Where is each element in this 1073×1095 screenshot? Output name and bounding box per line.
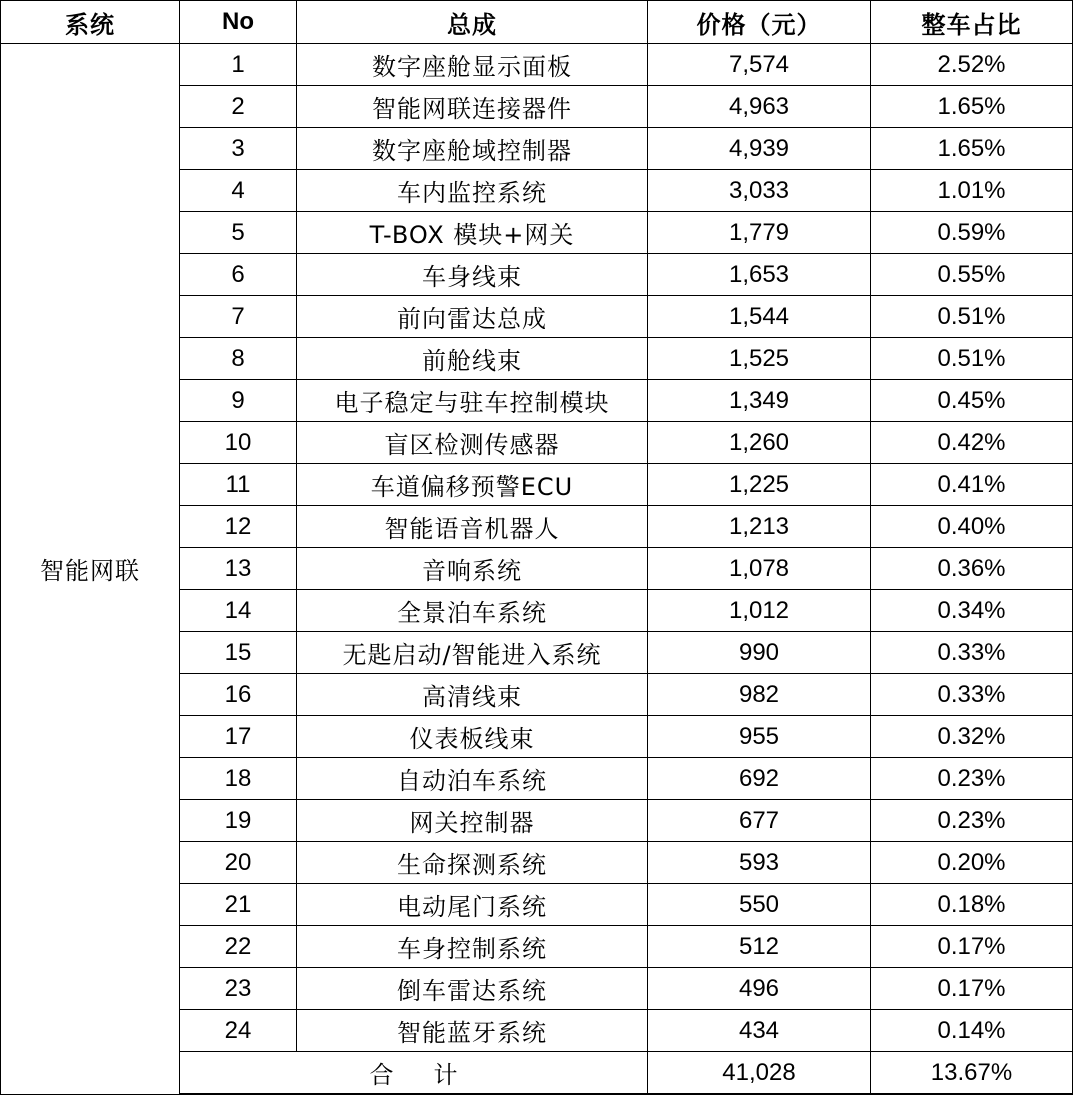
row-number: 14 xyxy=(180,590,297,632)
price-value: 1,779 xyxy=(648,212,871,254)
price-value: 1,653 xyxy=(648,254,871,296)
assembly-name: 音响系统 xyxy=(297,548,648,590)
assembly-name: 网关控制器 xyxy=(297,800,648,842)
row-number: 1 xyxy=(180,44,297,86)
assembly-name: 仪表板线束 xyxy=(297,716,648,758)
price-value: 1,544 xyxy=(648,296,871,338)
ratio-value: 0.23% xyxy=(871,758,1073,800)
ratio-value: 0.55% xyxy=(871,254,1073,296)
price-value: 512 xyxy=(648,926,871,968)
row-number: 2 xyxy=(180,86,297,128)
row-number: 24 xyxy=(180,1010,297,1052)
row-number: 12 xyxy=(180,506,297,548)
ratio-value: 0.17% xyxy=(871,926,1073,968)
header-no: No xyxy=(180,1,297,44)
price-value: 3,033 xyxy=(648,170,871,212)
assembly-name: 盲区检测传感器 xyxy=(297,422,648,464)
row-number: 7 xyxy=(180,296,297,338)
price-value: 4,939 xyxy=(648,128,871,170)
row-number: 22 xyxy=(180,926,297,968)
row-number: 9 xyxy=(180,380,297,422)
row-number: 19 xyxy=(180,800,297,842)
assembly-name: 高清线束 xyxy=(297,674,648,716)
ratio-value: 0.36% xyxy=(871,548,1073,590)
row-number: 16 xyxy=(180,674,297,716)
price-value: 1,349 xyxy=(648,380,871,422)
total-price: 41,028 xyxy=(648,1052,871,1095)
assembly-name: T-BOX 模块+网关 xyxy=(297,212,648,254)
ratio-value: 0.23% xyxy=(871,800,1073,842)
assembly-name: 车身控制系统 xyxy=(297,926,648,968)
row-number: 13 xyxy=(180,548,297,590)
ratio-value: 0.18% xyxy=(871,884,1073,926)
price-value: 955 xyxy=(648,716,871,758)
row-number: 17 xyxy=(180,716,297,758)
assembly-name: 前向雷达总成 xyxy=(297,296,648,338)
ratio-value: 0.59% xyxy=(871,212,1073,254)
header-system: 系统 xyxy=(1,1,180,44)
assembly-name: 智能网联连接器件 xyxy=(297,86,648,128)
price-value: 692 xyxy=(648,758,871,800)
assembly-name: 生命探测系统 xyxy=(297,842,648,884)
price-value: 990 xyxy=(648,632,871,674)
price-value: 434 xyxy=(648,1010,871,1052)
total-label-right: 计 xyxy=(433,1061,458,1089)
ratio-value: 0.41% xyxy=(871,464,1073,506)
assembly-name: 智能语音机器人 xyxy=(297,506,648,548)
table-body xyxy=(1,44,1073,1095)
row-number: 10 xyxy=(180,422,297,464)
ratio-value: 0.40% xyxy=(871,506,1073,548)
price-value: 1,225 xyxy=(648,464,871,506)
assembly-name: 智能蓝牙系统 xyxy=(297,1010,648,1052)
price-value: 1,078 xyxy=(648,548,871,590)
ratio-value: 2.52% xyxy=(871,44,1073,86)
assembly-name: 无匙启动/智能进入系统 xyxy=(297,632,648,674)
assembly-name: 数字座舱显示面板 xyxy=(297,44,648,86)
ratio-value: 0.33% xyxy=(871,674,1073,716)
assembly-name: 数字座舱域控制器 xyxy=(297,128,648,170)
assembly-name: 倒车雷达系统 xyxy=(297,968,648,1010)
assembly-name: 车身线束 xyxy=(297,254,648,296)
price-value: 550 xyxy=(648,884,871,926)
price-value: 982 xyxy=(648,674,871,716)
row-number: 15 xyxy=(180,632,297,674)
row-number: 11 xyxy=(180,464,297,506)
row-number: 6 xyxy=(180,254,297,296)
assembly-name: 车道偏移预警ECU xyxy=(297,464,648,506)
total-ratio: 13.67% xyxy=(871,1052,1073,1095)
total-label xyxy=(180,1052,648,1095)
ratio-value: 0.32% xyxy=(871,716,1073,758)
assembly-name: 全景泊车系统 xyxy=(297,590,648,632)
price-value: 4,963 xyxy=(648,86,871,128)
assembly-name: 电动尾门系统 xyxy=(297,884,648,926)
assembly-name: 车内监控系统 xyxy=(297,170,648,212)
ratio-value: 1.01% xyxy=(871,170,1073,212)
price-value: 1,213 xyxy=(648,506,871,548)
ratio-value: 0.51% xyxy=(871,338,1073,380)
assembly-name: 自动泊车系统 xyxy=(297,758,648,800)
price-value: 7,574 xyxy=(648,44,871,86)
system-name-cell: 智能网联 xyxy=(1,44,180,1095)
ratio-value: 0.51% xyxy=(871,296,1073,338)
row-number: 18 xyxy=(180,758,297,800)
price-value: 496 xyxy=(648,968,871,1010)
ratio-value: 0.45% xyxy=(871,380,1073,422)
header-ratio: 整车占比 xyxy=(871,1,1073,44)
ratio-value: 0.17% xyxy=(871,968,1073,1010)
table-row xyxy=(1,44,1073,86)
header-assembly: 总成 xyxy=(297,1,648,44)
header-row xyxy=(1,1,1073,44)
ratio-value: 0.14% xyxy=(871,1010,1073,1052)
price-value: 1,012 xyxy=(648,590,871,632)
price-value: 677 xyxy=(648,800,871,842)
row-number: 5 xyxy=(180,212,297,254)
price-value: 1,260 xyxy=(648,422,871,464)
ratio-value: 0.34% xyxy=(871,590,1073,632)
row-number: 20 xyxy=(180,842,297,884)
total-label-left: 合 xyxy=(369,1061,394,1089)
row-number: 3 xyxy=(180,128,297,170)
ratio-value: 0.20% xyxy=(871,842,1073,884)
row-number: 8 xyxy=(180,338,297,380)
ratio-value: 0.33% xyxy=(871,632,1073,674)
row-number: 4 xyxy=(180,170,297,212)
ratio-value: 0.42% xyxy=(871,422,1073,464)
header-price: 价格（元） xyxy=(648,1,871,44)
assembly-name: 电子稳定与驻车控制模块 xyxy=(297,380,648,422)
row-number: 23 xyxy=(180,968,297,1010)
row-number: 21 xyxy=(180,884,297,926)
price-value: 593 xyxy=(648,842,871,884)
price-value: 1,525 xyxy=(648,338,871,380)
ratio-value: 1.65% xyxy=(871,86,1073,128)
ratio-value: 1.65% xyxy=(871,128,1073,170)
assembly-name: 前舱线束 xyxy=(297,338,648,380)
